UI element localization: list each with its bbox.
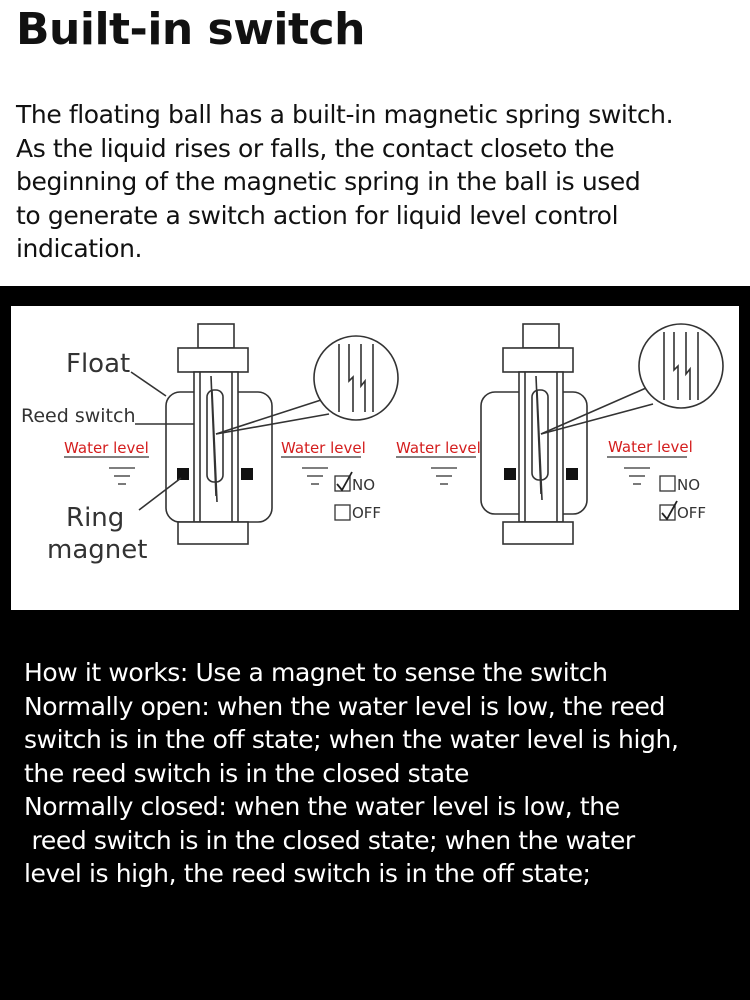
intro-line: As the liquid rises or falls, the contact closeto the (16, 133, 615, 163)
right-bottom-nut (503, 522, 573, 544)
switch-diagram (11, 306, 739, 610)
ground-symbol (431, 468, 457, 484)
magnet-label: magnet (47, 535, 148, 565)
intro-line: to generate a switch action for liquid level control (16, 200, 619, 230)
right-zoom-circle (639, 324, 723, 408)
ground-symbol (624, 468, 650, 484)
left-bottom-nut (178, 522, 248, 544)
how-it-works-line: switch is in the off state; when the water level is high, (24, 725, 679, 754)
float-leader (131, 372, 166, 396)
left-top-cap (198, 324, 234, 348)
right-magnet-block (504, 468, 516, 480)
ring-label: Ring (66, 503, 125, 533)
how-it-works-line: Normally open: when the water level is low, the reed (24, 691, 665, 721)
intro-line: beginning of the magnetic spring in the ball is used (16, 167, 641, 196)
how-it-works-line: reed switch is in the closed state; when the water (24, 825, 635, 855)
how-it-works-line: How it works: Use a magnet to sense the switch (24, 658, 608, 687)
header-section (0, 0, 750, 286)
how-it-works-line: level is high, the reed switch is in the off state; (24, 859, 591, 888)
right-water-level-outer-label: Water level (396, 439, 481, 457)
left-magnet-block (177, 468, 189, 480)
left-top-nut (178, 348, 248, 372)
intro-line: indication. (16, 234, 143, 263)
left-zoom-circle (314, 336, 398, 420)
right-water-level-inner-label: Water level (608, 438, 693, 456)
right-top-cap (523, 324, 559, 348)
left-off-label: OFF (352, 504, 382, 522)
switch-diagram-svg (11, 306, 739, 610)
ground-symbol (302, 468, 328, 484)
reed-switch-label: Reed switch (21, 405, 136, 427)
left-off-checkbox (335, 505, 350, 520)
right-off-label: OFF (677, 504, 707, 522)
right-magnet-block (566, 468, 578, 480)
how-it-works-paragraph (24, 656, 679, 891)
right-top-nut (503, 348, 573, 372)
how-it-works-line: the reed switch is in the closed state (24, 758, 470, 788)
page-title: Built-in switch (16, 4, 365, 55)
float-label: Float (66, 349, 131, 379)
intro-line: The floating ball has a built-in magnetic spring switch. (16, 100, 674, 129)
left-magnet-block (241, 468, 253, 480)
right-no-label: NO (677, 476, 701, 494)
left-water-level-outer-label: Water level (64, 439, 149, 457)
left-water-level-inner-label: Water level (281, 439, 366, 457)
right-no-checkbox (660, 476, 675, 491)
ground-symbol (109, 468, 135, 484)
intro-paragraph (16, 98, 673, 266)
left-no-label: NO (352, 476, 376, 494)
how-it-works-line: Normally closed: when the water level is low, the (24, 792, 620, 821)
